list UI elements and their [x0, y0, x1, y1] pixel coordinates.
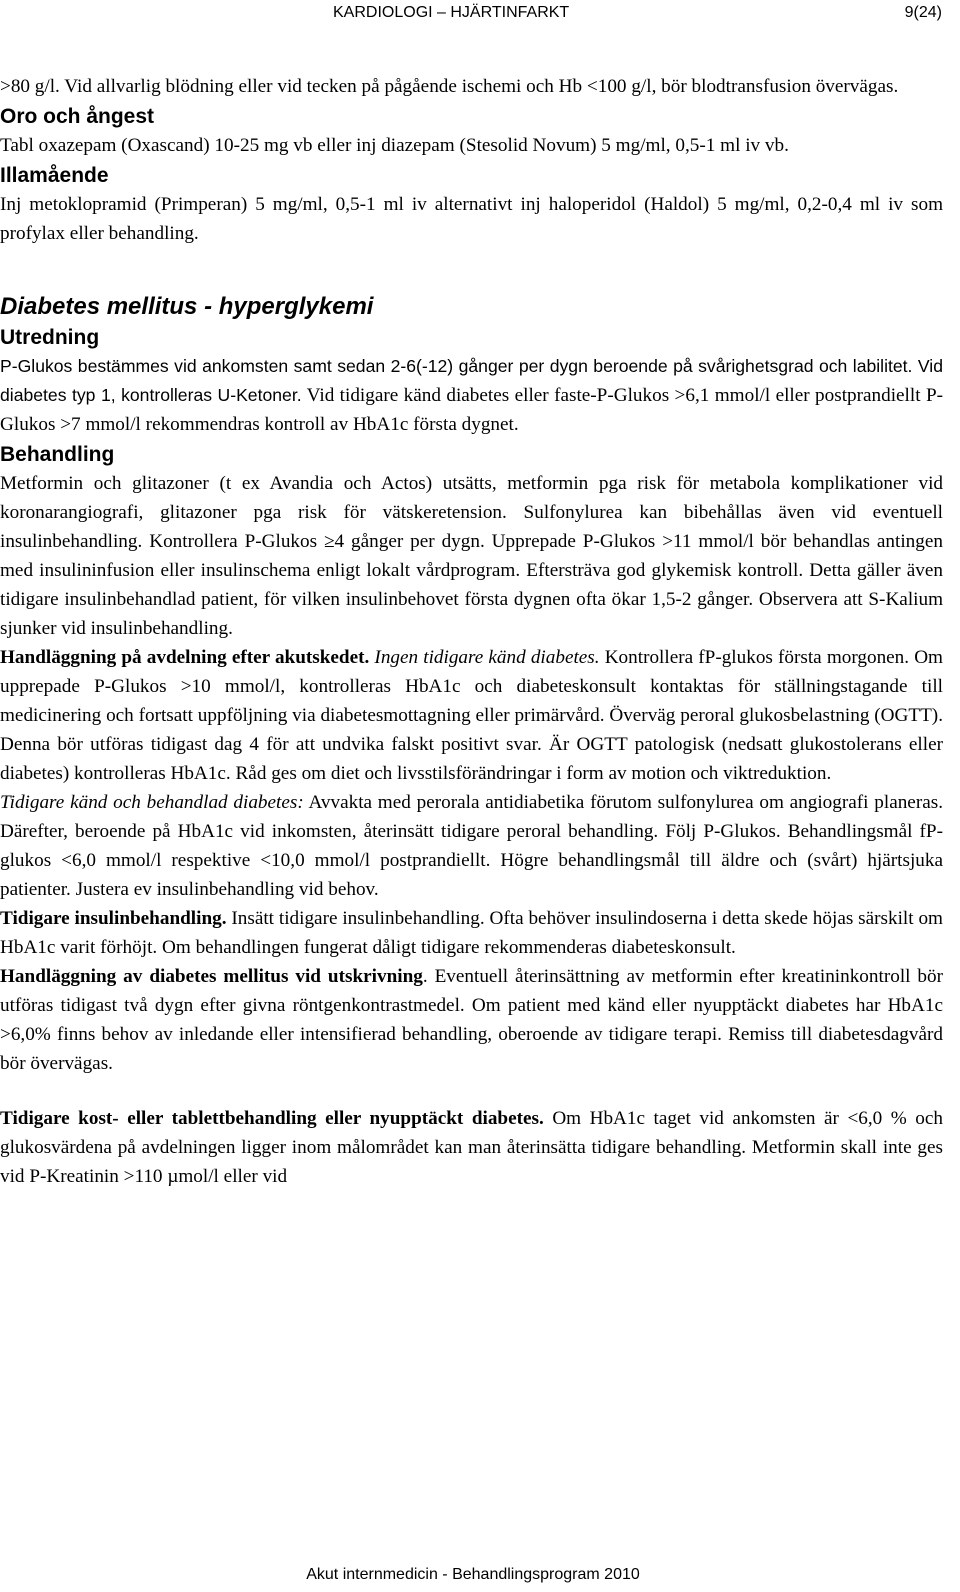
heading-behandling: Behandling [0, 443, 115, 466]
heading-utredning: Utredning [0, 326, 100, 349]
tidigare-insulin-paragraph [0, 904, 943, 962]
page-header [0, 4, 960, 26]
intro-paragraph: >80 g/l. Vid allvarlig blödning eller vid tecken på pågående ischemi och Hb <100 g/l, bör blodtransfusion övervägas. [0, 76, 899, 97]
section-title-diabetes: Diabetes mellitus - hyperglykemi [0, 293, 374, 320]
handlaggning-avdelning-text: Kontrollera fP-glukos första morgonen. Om upprepade P-Glukos >10 mmol/l, kontrolleras HbA1c och diabeteskonsult kontaktas för ställningstagande till medicinering och fortsatt uppföljning via diabetesmottagning eller primärvård. Överväg peroral glukosbelastning (OGTT). Denna bör utföras tidigast dag 4 för att undvika falskt positivt svar. Är OGTT patologisk (nedsatt glukostolerans eller diabetes) kontrolleras HbA1c. Råd ges om diet och livsstilsförändringar i form av motion och viktreduktion. [0, 647, 943, 784]
footer-text: Akut internmedicin - Behandlingsprogram 2010 [306, 1566, 640, 1583]
paragraph-spacer [0, 1078, 943, 1104]
oro-paragraph: Tabl oxazepam (Oxascand) 10-25 mg vb eller inj diazepam (Stesolid Novum) 5 mg/ml, 0,5-1 ml iv vb. [0, 135, 789, 156]
utredning-text-b: Vid tidigare känd diabetes eller faste-P-Glukos >6,1 mmol/l eller postprandiellt P-Glukos >7 mmol/l rekommendras kontroll av HbA1c första dygnet. [0, 385, 943, 435]
heading-oro-och-angest: Oro och ångest [0, 105, 155, 128]
page-footer [0, 1566, 960, 1584]
kost-tablett-text: Om HbA1c taget vid ankomsten är <6,0 % och glukosvärdena på avdelningen ligger inom målområdet kan man återinsätta tidigare behandling. Metformin skall inte ges vid P-Kreatinin >110 µmol/l eller vid [0, 1108, 943, 1187]
utredning-text-a: P-Glukos bestämmes vid ankomsten samt sedan 2-6(-12) gånger per dygn beroende på svårighetsgrad och labilitet. Vid diabetes typ 1, kontrolleras U-Ketoner. [0, 356, 943, 405]
tidigare-insulin-text: Insätt tidigare insulinbehandling. Ofta behöver insulindoserna i detta skede höjas särskilt om HbA1c varit förhöjt. Om behandlingen fungerat dåligt tidigare rekommenderas diabeteskonsult. [0, 908, 943, 958]
utskrivning-text: . Eventuell återinsättning av metformin efter kreatininkontroll bör utföras tidigast två dygn efter givna röntgenkontrastmedel. Om patient med känd eller nyupptäckt diabetes har HbA1c >6,0% finns behov av inledande eller intensifierad behandling, oberoende av tidigare terapi. Remiss till diabetesdagvård bör övervägas. [0, 966, 943, 1074]
handlaggning-avdelning-paragraph [0, 643, 943, 788]
tidigare-kand-paragraph [0, 788, 943, 904]
page-number: 9(24) [904, 4, 942, 21]
illamaende-paragraph: Inj metoklopramid (Primperan) 5 mg/ml, 0,5-1 ml iv alternativt inj haloperidol (Haldol) 5 mg/ml, 0,2-0,4 ml iv som profylax eller behandling. [0, 194, 943, 244]
behandling-paragraph: Metformin och glitazoner (t ex Avandia och Actos) utsätts, metformin pga risk för metabola komplikationer vid koronarangiografi, glitazoner pga risk för vätskeretension. Sulfonylurea kan bibehållas även vid eventuell insulinbehandling. Kontrollera P-Glukos ≥4 gånger per dygn. Upprepade P-Glukos >11 mmol/l bör behandlas antingen med insulininfusion eller insulinschema enligt lokalt vårdprogram. Eftersträva god glykemisk kontroll. Detta gäller även tidigare insulinbehandlad patient, för vilken insulinbehovet första dygnen ofta ökar 1,5-2 gånger. Observera att S-Kalium sjunker vid insulinbehandling. [0, 473, 943, 639]
utredning-paragraph [0, 352, 943, 439]
section-spacer [0, 248, 943, 292]
kost-tablett-lead: Tidigare kost- eller tablettbehandling eller nyupptäckt diabetes. [0, 1108, 544, 1129]
utskrivning-lead: Handläggning av diabetes mellitus vid utskrivning [0, 966, 423, 987]
tidigare-kand-label: Tidigare känd och behandlad diabetes: [0, 792, 304, 813]
ingen-tidigare-diabetes-label: Ingen tidigare känd diabetes. [369, 647, 600, 668]
page-content [0, 72, 943, 1191]
kost-tablett-paragraph [0, 1104, 943, 1191]
heading-illamaende: Illamående [0, 164, 109, 187]
header-title: KARDIOLOGI – HJÄRTINFARKT [333, 4, 570, 21]
utskrivning-paragraph [0, 962, 943, 1078]
tidigare-insulin-lead: Tidigare insulinbehandling. [0, 908, 227, 929]
handlaggning-avdelning-lead: Handläggning på avdelning efter akutskedet. [0, 647, 370, 668]
tidigare-kand-text: Avvakta med perorala antidiabetika förutom sulfonylurea om angiografi planeras. Därefter, beroende på HbA1c vid inkomsten, återinsätt tidigare peroral behandling. Följ P-Glukos. Behandlingsmål fP-glukos <6,0 mmol/l respektive <10,0 mmol/l postprandiellt. Högre behandlingsmål till äldre och (svårt) hjärtsjuka patienter. Justera ev insulinbehandling vid behov. [0, 792, 943, 900]
